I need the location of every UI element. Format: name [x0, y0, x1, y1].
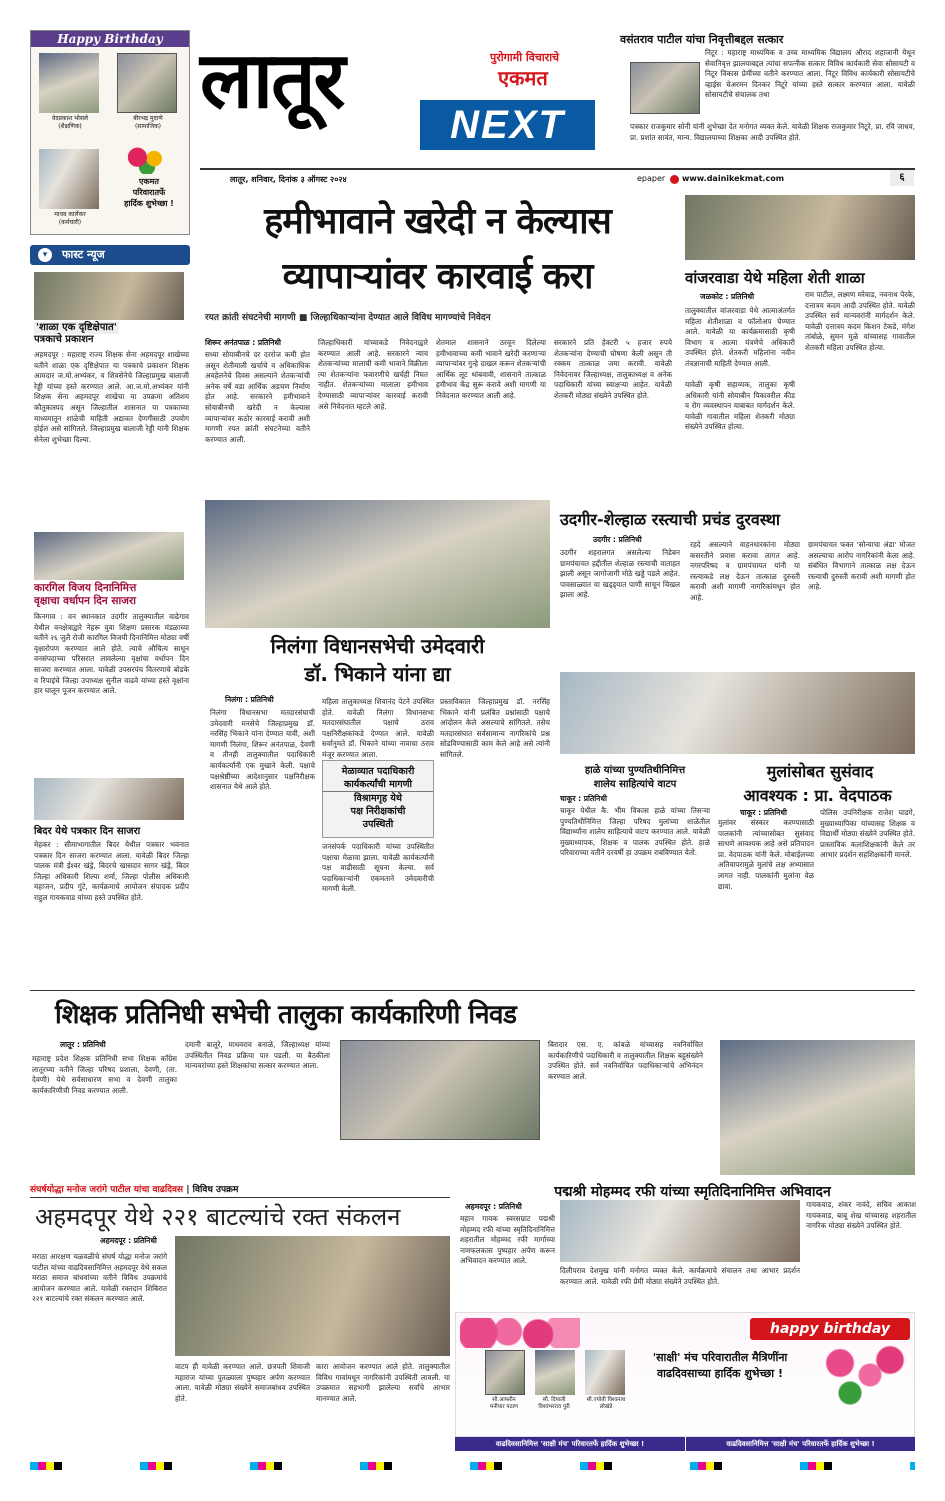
sakshi-strip-2	[685, 1437, 915, 1451]
jarange-kicker-bar	[30, 1182, 450, 1198]
nilanga-box-3: विश्रामगृह येथे	[354, 793, 402, 804]
vanjarwada-col-3: राम पाटील, लक्ष्मण मरेवाड, नवनाथ पेरके, दत्तात्रय कदम आदी उपस्थित होते. यावेळी उपस्थित सर्व मान्यवरांनी मार्गदर्शन केले. यावेळी दत्तात्रय कदम किशन टेकडे, मंगेश तांबोळे, सुमन मुळे यांच्यासह गावातील शेतकरी महिला उपस्थित होत्या.	[805, 290, 915, 352]
epaper-label: epaper	[637, 174, 666, 183]
top-right-body: निटूर : महाराष्ट्र माध्यमिक व उच्च माध्यमिक विद्यालय औराद शहाजानी येथून सेवानिवृत्त झालयाबद्दल त्यांचा सपत्नीक सत्कार विविध कार्यकारी सेवा सोसायटी व निटूर विकास प्रेमींच्या वतीने करण्यात आला. निटूर विविध कार्यकारी सोसायटीचे व्हाईस चेअरमन दिनकर निटूरे यांच्या हस्ते सत्कार करण्यात आला. यावेळी सोसायटीचे संचालक तथा	[705, 48, 915, 100]
nilanga-headline-2: डॉ. भिकाने यांना द्या	[304, 662, 451, 686]
masthead-tagline: पुरोगामी विचाराचे	[490, 51, 560, 64]
lead-headline-2: व्यापाऱ्यांवर कारवाई करा	[282, 256, 593, 297]
nilanga-col-1: निलंगा विधानसभा मतदारसंघाची उमेदवारी मनसेचे जिल्हाप्रमुख डॉ. नरसिंह भिकाने यांना देण्यात यावी, अशी मागणी निलंगा, शिरूर अनंतपाळ, देवणी व तीनही तालुक्यातील पदाधिकारी कार्यकर्त्यांनी एक मुखाने केली. पक्षाचे पक्षश्रेष्ठींच्या आदेशानुसार पक्षनिरीक्षक शासनात येथे आले होते.	[210, 708, 315, 792]
fast-head-2b: वृक्षाचा वर्धापन दिन साजरा	[34, 595, 136, 607]
hale-byline: चाकूर : प्रतिनिधी	[560, 794, 607, 803]
shikshak-photo	[340, 1040, 540, 1140]
sakshi-photo-3	[585, 1350, 625, 1395]
sakshi-name-1: सौ.आफरीन मनीयार पठाण	[489, 1397, 519, 1410]
birthday-box	[30, 30, 190, 235]
vedpathak-col-2: पोलिस उपनिरीक्षक राजेश घाडगे, मुख्याध्यापिका यांच्यासह शिक्षक व विद्यार्थी मोठ्या संख्येने उपस्थित होते. प्रास्ताविक कलाशिक्षकांनी केले तर आभार प्रदर्शन सहशिक्षकांनी मानले.	[820, 808, 915, 860]
jarange-kicker: संघर्षयोद्धा मनोज जरांगे पाटील यांचा वाढदिवस	[30, 1185, 184, 1195]
shikshak-head: शिक्षक प्रतिनिधी सभेची तालुका कार्यकारिणी निवड	[55, 1000, 517, 1030]
sakshi-banner: happy birthday	[750, 1318, 910, 1340]
masthead-brand: एकमत	[498, 66, 548, 90]
nilanga-photo	[205, 500, 550, 628]
shikshak-col-2: दमानी बालूरे, माधवराव बनाळे, जिल्हाध्यक्ष यांच्या उपस्थितीत निवड प्रक्रिया पार पडली. या बैठकीला मान्यवरांच्या हस्ते शिक्षकांचा सत्कार करण्यात आला.	[185, 1040, 330, 1071]
lead-col-1: सध्या सोयाबीनचे दर दररोज कमी होत असून शेतीमाली खर्चाचे व अधिकाधिक अवहेलनेचे दिवस असल्याने शेतकऱ्यांची अनेक वर्षे वडा आर्थिक अडचण निर्माण होत आहे. सरकारने हमीभावाने सोयाबीनची खरेदी न केल्यास व्यापाऱ्यांवर कठोर कारवाई करावी अशी मागणी रयत क्रांती संघटनेच्या वतीने करण्यात आली.	[205, 350, 310, 444]
masthead-next: NEXT	[420, 100, 595, 150]
fast-news-icon: ▾	[38, 248, 52, 262]
hale-headline-2: शालेय साहित्यांचे वाटप	[593, 779, 677, 790]
jarange-photo	[175, 1236, 450, 1356]
nilanga-byline: निलंगा : प्रतिनिधी	[225, 695, 274, 704]
fast-news-body-1: अहमदपूर : महाराष्ट्र राज्य शिक्षक सेना अहमदपूर शाखेच्या वतीने शाळा एक दृष्टिक्षेपात या पत्रकाचे प्रकाशन शिक्षक आमदार ज.मो.अभ्यंकर, व शिवसेनेचे जिल्हाप्रमुख बालाजी रेड्डी यांच्या हस्ते करण्यात आले. आ.ज.मो.अभ्यंकर यांनी शिक्षक सेना अहमदपूर शाखेचा या उपक्रमा अतिशय कौतुकास्पद असून जिल्हातील शासनात या पत्रकाच्या माध्यमातून शाळेची माहिती अद्यावत देणगीसाठी उपयोग होईल असे सांगितले. जिल्हाप्रमुख बालाजी रेड्डी यांनी शिक्षक सेनेला शुभेच्छा दिल्या.	[34, 350, 189, 444]
vedpathak-col-1: मुलांवर संस्कार करण्यासाठी पालकांनी त्यांच्यासोबत सुसंवाद साधणे आवश्यक आहे असे प्रतिपादन प्रा. वेदपाठक यांनी केले. मोबाईलच्या अतिवापरामुळे मुलांचे लक्ष अभ्यासात लागत नाही. पालकांनी मुलांना वेळ द्यावा.	[718, 818, 814, 891]
nilanga-headline-1: निलंगा विधानसभेची उमेदवारी	[270, 634, 485, 658]
vanjarwada-byline: जळकोट : प्रतिनिधी	[700, 292, 755, 301]
nilanga-box-2: कार्यकर्त्यांची मागणी	[323, 778, 433, 792]
fast-head-1b: पत्रकाचे प्रकाशन	[34, 334, 94, 345]
portrait-1	[39, 53, 99, 113]
tulip-right	[810, 1345, 910, 1405]
nilanga-col-2: महिला तालुकाध्यक्ष शिवानंद पेटने उपस्थित होते. यावेळी निलंगा विधानसभा मतदारसंघातील पक्षाचे ठराव पक्षनिरीक्षकांकडे देण्यात आले. यावेळी सर्वानुमते डॉ. भिकाने यांच्या नावाचा ठराव मंजूर करण्यात आला.	[322, 697, 434, 759]
portrait-2	[117, 53, 177, 113]
udgir-col-1: उदगीर शहरालगत असलेल्या निडेबन ग्रामपंचायत हद्दीतील शेल्हाळ रस्त्याची वाताहत झाली असून जागोजागी मोठे खड्डे पडले आहेत. पावसाळ्यात या खड्ड्यात पाणी साचून चिखल झाला आहे.	[560, 548, 680, 600]
lead-col-2: जिल्हाधिकारी यांच्याकडे निवेदनाद्वारे करण्यात आली आहे. सरकारने न्याय शेतकऱ्यांच्या मालाची कमी भावाने विक्रीला त्या शेतकऱ्यांना फवारणीचे खर्चही निघत नाहीत. शेतकऱ्यांच्या मालाला हमीभाव देण्यासाठी व्यापाऱ्यांवर कारवाई करावी असे निवेदनात म्हटले आहे.	[318, 338, 428, 411]
fast-news-head-3: बिदर येथे पत्रकार दिन साजरा	[34, 826, 141, 837]
sakshi-strip-1	[455, 1437, 685, 1451]
lead-col-4: सरकारने प्रति हेक्टरी ५ हजार रुपये शेतकऱ्यांना देण्याची घोषणा केली असून ती रक्कम तात्काळ जमा करावी. यावेळी निवेदनावर जिल्हाध्यक्ष, तालुकाध्यक्ष व अनेक पदाधिकारी यांच्या स्वाक्षऱ्या आहेत. यावेळी शेतकरी मोठ्या संख्येने उपस्थित होते.	[554, 338, 672, 400]
sakshi-photo-2	[535, 1350, 575, 1395]
nilanga-box	[322, 760, 434, 838]
sakshi-strip-2-text: वाढदिवसानिमित्त 'साक्षी मंच' परिवारतर्फे हार्दिक शुभेच्छा !	[726, 1440, 875, 1448]
vedpathak-headline-2: आवश्यक : प्रा. वेदपाठक	[743, 786, 892, 805]
fast-news-header	[30, 245, 190, 265]
udgir-head: उदगीर-शेल्हाळ रस्त्याची प्रचंड दुरवस्था	[560, 510, 781, 529]
masthead-rule	[200, 168, 915, 170]
fast-news-head-2	[34, 582, 189, 608]
vanjarwada-col-1: तालुक्यातील वांजरवाडा येथे आत्माअंतर्गत महिला शेतीशाळा व फॉलोअप घेण्यात आले. यावेळी या कार्यक्रमासाठी कृषी विभाग व आत्मा यंत्रणेचे अधिकारी उपस्थित होते. शेतकरी महिलांना नवीन तंत्रज्ञानाची माहिती देण्यात आली.	[685, 306, 795, 368]
top-right-photo	[630, 62, 700, 114]
jarange-kicker-sep: |	[186, 1185, 193, 1195]
shikshak-rule	[30, 990, 915, 991]
jarange-kicker-2: विविध उपक्रम	[192, 1185, 239, 1195]
fast-news-photo-3	[34, 778, 184, 820]
vanjarwada-head: वांजरवाडा येथे महिला शेती शाळा	[685, 269, 865, 287]
registration-marks	[30, 1462, 915, 1470]
lead-byline: शिरूर अनंतपाळ : प्रतिनिधी	[205, 338, 281, 347]
rafi-col-1: महान गायक स्वरसम्राट पद्मश्री मोहम्मद रफी यांच्या स्मृतिदिनानिमित्त शहरातील मोहम्मद रफी मार्गाच्या नामफलकास पुष्पहार अर्पण करून अभिवादन करण्यात आले.	[460, 1214, 555, 1266]
sakshi-quote: 'साक्षी' मंच परिवारातील मैत्रिणींना वाढदिवसाच्या हार्दिक शुभेच्छा !	[652, 1351, 788, 1380]
flower-bouquet	[123, 146, 171, 174]
jarange-col-1: मराठा आरक्षण चळवळीचे संघर्ष योद्धा मनोज जरांगे पाटील यांच्या वाढदिवसानिमित्त अहमदपूर येथे सकल मराठा समाज बांधवांच्या वतीने विविध उपक्रमांचे आयोजन करण्यात आले. यावेळी रक्तदान शिबिरात २२१ बाटल्यांचे रक्त संकलन करण्यात आले.	[32, 1252, 167, 1304]
birthday-title: Happy Birthday	[31, 31, 189, 47]
shikshak-col-3: बिरादार एस. ए. कांबळे यांच्यासह नवनिर्वाचित कार्यकारिणीचे पदाधिकारी व तालुक्यातील शिक्षक बहुसंख्येने उपस्थित होते. सर्व नवनिर्वाचित पदाधिकाऱ्यांचे अभिनंदन करण्यात आले.	[548, 1040, 703, 1081]
vanjarwada-photo	[685, 195, 915, 260]
jarange-col-2: वाटप ही यावेळी करण्यात आले. छत्रपती शिवाजी महाराज यांच्या पुतळ्याला पुष्पहार अर्पण करण्यात आला. यावेळी मोठ्या संख्येने समाजबांधव उपस्थित होते.	[175, 1362, 310, 1403]
fast-news-label: फास्ट न्यूज	[62, 248, 105, 261]
portrait-3-caption: माधव कार्लेकर (कर्मचारी)	[54, 211, 86, 226]
jarange-head: अहमदपूर येथे २२१ बाटल्यांचे रक्त संकलन	[35, 1203, 401, 1231]
birthday-greeting	[109, 176, 189, 209]
sakshi-photo-1	[485, 1350, 525, 1395]
sakshi-name-3: सौ.ज्योती विश्वनाथ लोखंडे	[586, 1397, 626, 1410]
nilanga-box-5: उपस्थिती	[362, 819, 394, 830]
fast-head-1a: 'शाळा एक दृष्टिक्षेपात'	[36, 322, 117, 333]
nilanga-col-4: प्रस्ताविकात जिल्हाप्रमुख डॉ. नरसिंह भिकाने यांनी प्रलंबित प्रश्नांसाठी पक्षाचे आंदोलन केले असल्याचे सांगितले. तसेच मतदारसंघात सर्वसामान्य नागरिकांचे प्रश्न सोडविण्यासाठी काम केले आहे असे त्यांनी सांगितले.	[440, 697, 550, 759]
rafi-photo	[560, 1200, 800, 1262]
fast-news-head-1	[34, 322, 189, 346]
jarange-col-3: कारा आयोजन करण्यात आले होते. तालुक्यातील विविध गावांमधून नागरिकांनी उपस्थिती लावली. या उपक्रमात सहभागी झालेल्या सर्वांचे आभार मानण्यात आले.	[316, 1362, 450, 1403]
dateline: लातूर, शनिवार, दिनांक ३ ऑगस्ट २०२४	[230, 175, 347, 184]
nilanga-box-1: मेळाव्यात पदाधिकारी	[341, 766, 415, 777]
lead-headline-1: हमीभावाने खरेदी न केल्यास	[264, 201, 611, 242]
rafi-col-2: दिलीपराव देशमुख यांनी मनोगत व्यक्त केले. कार्यक्रमाचे संचालन तथा आभार प्रदर्शन करण्यात आले. यावेळी रफी प्रेमी मोठ्या संख्येने उपस्थित होते.	[560, 1266, 800, 1286]
udgir-byline: उदगीर : प्रतिनिधी	[593, 535, 642, 544]
fast-news-body-3: मेहकर : सीमाभागातील बिदर येथील पत्रकार भवनात पत्रकार दिन साजरा करण्यात आला. यावेळी बिदर जिल्हा पालक मंत्री ईश्वर खंड्रे, बिदरचे खासदार सागर खंड्रे, बिदर जिल्हा अधिकारी शिल्पा शर्मा, जिल्हा पोलीस अधिकारी महाजन, प्रदीप गुंटे, कार्यक्रमाचे आयोजन संपादक प्रदीप राहुल गायकवाड यांच्या हस्ते उपस्थित होते.	[34, 840, 189, 902]
udgir-col-3: ग्रामपंचायत फक्त 'सोन्याचा अंडा' मोजत असल्याचा आरोप नागरिकांनी केला आहे. संबंधित विभागाने तात्काळ लक्ष देऊन रस्त्याची दुरुस्ती करावी अशी मागणी होत आहे.	[808, 540, 915, 592]
lead-deck: रयत क्रांती संघटनेची मागणी ■ जिल्हाधिकाऱ्यांना देण्यात आले विविध मागण्यांचे निवेदन	[205, 313, 491, 323]
shikshak-speaker-photo	[720, 1040, 915, 1175]
tulip-left	[460, 1318, 580, 1348]
fast-news-photo-2	[34, 532, 184, 580]
greet-line-2: परिवारातर्फे	[132, 188, 166, 197]
rafi-head: पद्मश्री मोहम्मद रफी यांच्या स्मृतिदिनानिमित्त अभिवादन	[554, 1184, 831, 1200]
vedpathak-headline-1: मुलांसोबत सुसंवाद	[766, 762, 874, 781]
rafi-col-3: गायकवाड, शंकर नावंदे, सचिव आकाश गायकवाड, बाबू शेख यांच्यासह शहरातील नागरिक मोठ्या संख्येने उपस्थित होते.	[806, 1200, 916, 1231]
udgir-photo	[560, 672, 915, 754]
shikshak-byline: लातूर : प्रतिनिधी	[60, 1040, 106, 1049]
masthead-title: लातूर	[200, 36, 344, 126]
shikshak-col-1: महाराष्ट्र प्रदेश शिक्षक प्रतिनिधी सभा शिक्षक कॉंग्रेस लातूरच्या वतीने जिल्हा परिषद प्रशाला, देवणी, (ता. देवणी) येथे सर्वसाधारण सभा व देवणी तालुका कार्यकारिणीची निवड करण्यात आली.	[32, 1054, 177, 1095]
udgir-col-2: रहदे असल्याने वाहनधारकांना मोठ्या कसरतीने प्रवास करावा लागत आहे. नगरपरिषद व ग्रामपंचायत यांनी या रस्त्याकडे लक्ष देऊन तात्काळ दुरुस्ती करावी अशी मागणी नागरिकांमधून होत आहे.	[690, 540, 800, 602]
website-link[interactable]: www.dainikekmat.com	[682, 174, 785, 183]
portrait-2-caption: बीरभद्र मुदाणे (सामाजिक)	[133, 115, 163, 130]
fast-news-body-2: किनगाव : वन स्थानकात उदगीर तालुक्यातील वाढेगाव येथील वनक्षेत्राद्वारे नेहरू युवा शिक्षण प्रसारक मंडळाच्या वतीने २६ जुलै रोजी कारगिल विजयी दिनानिमित्त मोठ्या वर्षी वृक्षारोपण करण्यात आले होते. त्याचे औचित्य साधून वनसंपदाच्या परिसरात लावलेल्या वृक्षांचा वर्धापन दिन साजरा करण्यात आला. यावेळी उपसरपंच वितरणाचे बोडके व रिपाइंचे जिल्हा उपाध्यक्ष सुनील वाढवे यांच्या हस्ते वृक्षांना हार घालून पूजन करण्यात आले.	[34, 612, 189, 696]
greet-line-1: एकमत	[139, 177, 159, 186]
portrait-3	[39, 149, 99, 209]
portrait-1-caption: वेदप्रकाश भोसले (शैक्षणिक)	[52, 115, 88, 130]
page-number: ६	[890, 170, 914, 186]
greet-line-3: हार्दिक शुभेच्छा !	[124, 199, 174, 208]
hale-headline-1: हाळे यांच्या पुण्यतिथीनिमित्त	[584, 765, 686, 776]
vanjarwada-col-2: यावेळी कृषी सहाय्यक, तालुका कृषी अधिकारी यांनी सोयाबीन पिकावरील कीड व रोग व्यवस्थापन याबाबत मार्गदर्शन केले. यावेळी गावातील महिला शेतकरी मोठ्या संख्येने उपस्थित होत्या.	[685, 380, 795, 432]
fast-head-2a: कारगिल विजय दिनानिमित्त	[34, 582, 137, 594]
fast-news-photo-1	[34, 272, 184, 320]
top-right-head: वसंतराव पाटील यांचा निवृत्तीबद्दल सत्कार	[620, 33, 784, 46]
top-right-body2: पत्रकार राजकुमार सोनी यांनी शुभेच्छा देत मनोगत व्यक्त केले. यावेळी शिक्षक राजकुमार निटूरे, प्रा. रवि जाधव, प्रा. प्रशांत सावंत, मान्य. विद्यालयाच्या शिक्षका आदी उपस्थित होते.	[630, 122, 915, 142]
sakshi-name-2: सौ. दिपाली विश्वंभरराव पुरी	[538, 1397, 570, 1410]
jarange-byline: अहमदपूर : प्रतिनिधी	[100, 1236, 157, 1245]
nilanga-col-3: जनसंपर्क पदाधिकारी यांच्या उपस्थितीत पक्षाचा मेळावा झाला. यावेळी कार्यकर्त्यांनी पक्ष वाढीसाठी सूचना केल्या. सर्व पदाधिकाऱ्यांनी एकमताने उमेदवारीची मागणी केली.	[322, 842, 434, 894]
sakshi-strip-1-text: वाढदिवसानिमित्त 'साक्षी मंच' परिवारतर्फे हार्दिक शुभेच्छा !	[495, 1440, 645, 1448]
hale-body: चाकूर येथील कै. भीम विकास हाळे यांच्या तिसऱ्या पुण्यतिथीनिमित्त जिल्हा परिषद मुलांच्या शाळेतील विद्यार्थ्यांना शालेय साहित्याचे वाटप करण्यात आले. यावेळी मुख्याध्यापक, शिक्षक व पालक उपस्थित होते. हाळे परिवाराच्या वतीने दरवर्षी हा उपक्रम राबविण्यात येतो.	[560, 806, 710, 858]
globe-icon	[670, 175, 679, 184]
nilanga-box-4: पक्ष निरीक्षकांची	[350, 806, 406, 817]
vedpathak-byline: चाकूर : प्रतिनिधी	[740, 808, 787, 817]
rafi-byline: अहमदपूर : प्रतिनिधी	[465, 1202, 522, 1211]
lead-col-3: शेतमाल शासनाने ठरवून दिलेल्या हमीभावाच्या कमी भावाने खरेदी करणाऱ्या व्यापाऱ्यांवर गुन्हे दाखल करून शेतकऱ्यांची आर्थिक लूट थांबवावी, शासनाने तात्काळ हमीभाव केंद्र सुरू करावे अशी मागणी या निवेदनात करण्यात आली आहे.	[436, 338, 546, 400]
